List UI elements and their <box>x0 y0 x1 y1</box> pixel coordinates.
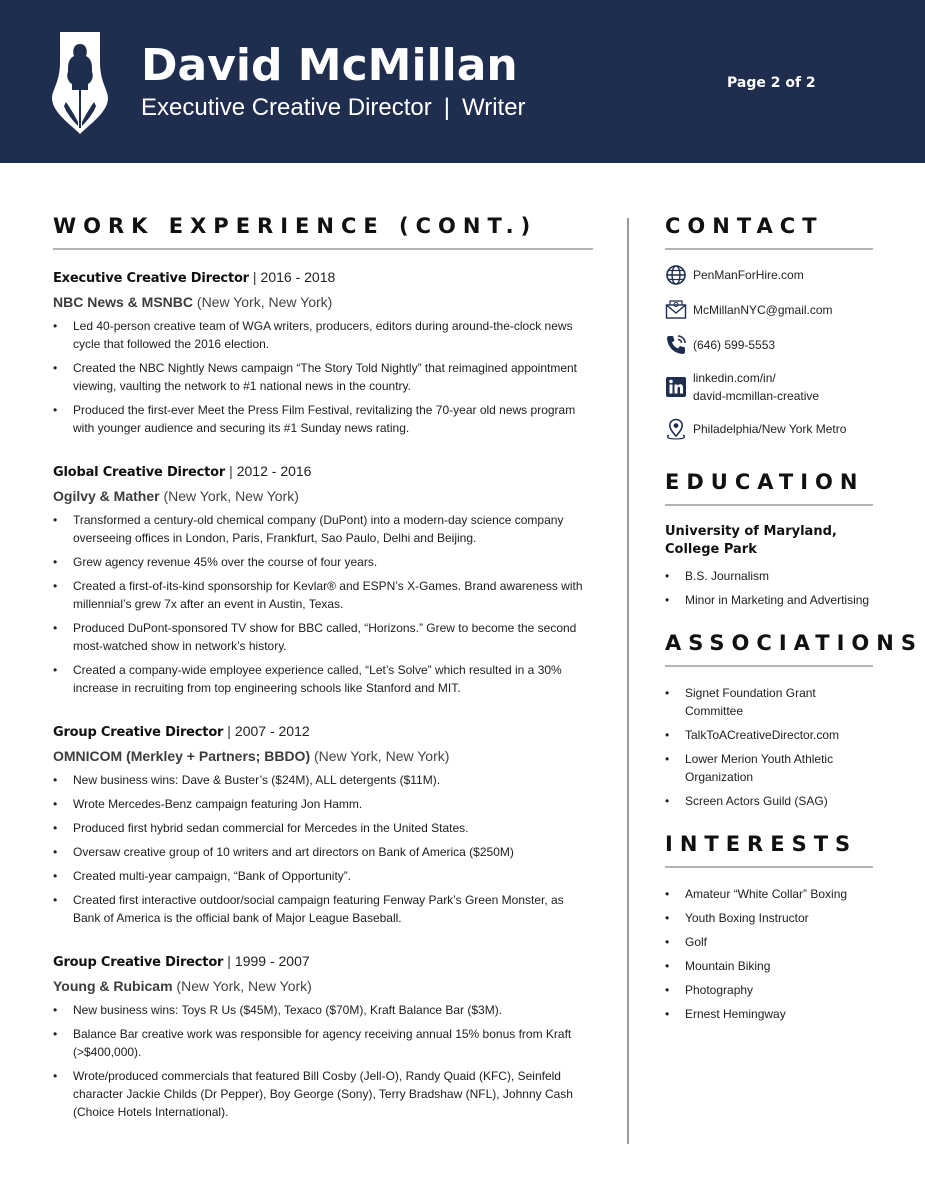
job-bullet-list <box>53 317 593 437</box>
job-organization-line <box>53 292 593 312</box>
job-organization: Young & Rubicam <box>53 978 173 994</box>
interests-list <box>665 885 873 1023</box>
interests-section <box>665 832 873 1023</box>
interest-item: • Photography <box>665 981 873 999</box>
linkedin-icon <box>665 376 687 398</box>
interest-item: • Amateur “White Collar” Boxing <box>665 885 873 903</box>
contact-text-line: McMillanNYC@gmail.com <box>693 303 833 317</box>
job-location: (New York, New York) <box>176 978 312 994</box>
job-years: 2007 - 2012 <box>234 723 310 739</box>
candidate-title <box>141 94 526 122</box>
fountain-pen-nib-icon <box>52 32 108 134</box>
job-years: 2012 - 2016 <box>236 463 312 479</box>
section-title-associations: ASSOCIATIONS <box>665 631 923 655</box>
contact-item-location-pin[interactable] <box>665 418 873 440</box>
job-organization-line <box>53 976 593 996</box>
location-pin-icon <box>665 418 687 440</box>
job-bullet: • Wrote/produced commercials that featured Bill Cosby (Jell-O), Randy Quaid (KFC), Seinfeld character Jackie Childs (Dr Pepper), Boy George (Sony), Terry Bradshaw (NFL), Johnny Cash (Choice Hotels International). <box>53 1067 593 1121</box>
job-bullet-list <box>53 511 593 697</box>
contact-text-line: PenManForHire.com <box>693 268 804 282</box>
job-organization-line <box>53 746 593 766</box>
section-title-work-experience: WORK EXPERIENCE (CONT.) <box>53 214 538 238</box>
contact-text <box>693 336 775 354</box>
job-bullet-list <box>53 771 593 927</box>
contact-text <box>693 301 833 319</box>
interest-item: • Youth Boxing Instructor <box>665 909 873 927</box>
contact-list <box>665 264 873 440</box>
job-bullet: • New business wins: Dave & Buster’s ($24M), ALL detergents ($11M). <box>53 771 593 789</box>
title-secondary: Writer <box>462 94 526 121</box>
job-organization: Ogilvy & Mather <box>53 488 160 504</box>
globe-icon <box>665 264 687 286</box>
job-role: Group Creative Director <box>53 955 224 970</box>
job-heading <box>53 461 593 483</box>
title-primary: Executive Creative Director <box>141 94 432 121</box>
contact-item-email[interactable] <box>665 299 873 321</box>
job-separator: | <box>227 953 231 969</box>
contact-text-line: Philadelphia/New York Metro <box>693 422 847 436</box>
associations-section <box>665 631 923 810</box>
job-bullet: • Grew agency revenue 45% over the course of four years. <box>53 553 593 571</box>
job-bullet: • Wrote Mercedes-Benz campaign featuring Jon Hamm. <box>53 795 593 813</box>
association-item: • Lower Merion Youth Athletic Organization <box>665 750 873 786</box>
section-rule <box>53 248 593 250</box>
job-bullet: • Created a company-wide employee experience called, “Let’s Solve” which resulted in a 30% increase in recruiting from top engineering schools like Stanford and MIT. <box>53 661 593 697</box>
job-role: Group Creative Director <box>53 725 224 740</box>
job-bullet: • Produced the first-ever Meet the Press Film Festival, revitalizing the 70-year old news program with younger audience and securing its #1 Sunday news rating. <box>53 401 593 437</box>
job-bullet: • Led 40-person creative team of WGA writers, producers, editors during around-the-clock news cycle that followed the 2016 election. <box>53 317 593 353</box>
interest-item: • Golf <box>665 933 873 951</box>
contact-item-globe[interactable] <box>665 264 873 286</box>
job-bullet: • Oversaw creative group of 10 writers and art directors on Bank of America ($250M) <box>53 843 593 861</box>
associations-list <box>665 684 873 810</box>
column-divider <box>627 218 629 1144</box>
job-bullet: • Created the NBC Nightly News campaign “The Story Told Nightly” that reimagined appointment viewing, vaulting the network to #1 national news in the country. <box>53 359 593 395</box>
phone-icon <box>665 334 687 356</box>
job-bullet: • Created first interactive outdoor/social campaign featuring Fenway Park’s Green Monster, as Bank of America is the official bank of Major League Baseball. <box>53 891 593 927</box>
page-number: Page 2 of 2 <box>727 75 816 91</box>
job-entry <box>53 267 593 437</box>
education-section <box>665 470 873 609</box>
association-item: • Screen Actors Guild (SAG) <box>665 792 873 810</box>
education-list <box>665 567 873 609</box>
job-bullet-list <box>53 1001 593 1121</box>
interest-item: • Mountain Biking <box>665 957 873 975</box>
job-bullet: • Created multi-year campaign, “Bank of Opportunity”. <box>53 867 593 885</box>
job-location: (New York, New York) <box>314 748 450 764</box>
association-item: • Signet Foundation Grant Committee <box>665 684 873 720</box>
job-heading <box>53 267 593 289</box>
job-entry <box>53 951 593 1121</box>
job-bullet: • Produced DuPont-sponsored TV show for BBC called, “Horizons.” Grew to become the second most-watched show in network’s history. <box>53 619 593 655</box>
header-banner <box>0 0 925 163</box>
contact-text-line: linkedin.com/in/ <box>693 371 776 385</box>
job-bullet: • Transformed a century-old chemical company (DuPont) into a modern-day science company overseeing offices in London, Paris, Frankfurt, Sao Paulo, Delhi and Beijing. <box>53 511 593 547</box>
job-role: Global Creative Director <box>53 465 226 480</box>
job-location: (New York, New York) <box>163 488 299 504</box>
school-name: University of Maryland, College Park <box>665 524 837 557</box>
email-icon <box>665 299 687 321</box>
job-location: (New York, New York) <box>196 294 333 310</box>
section-rule <box>665 665 873 667</box>
job-entry <box>53 721 593 927</box>
education-item: • Minor in Marketing and Advertising <box>665 591 873 609</box>
job-bullet: • Produced first hybrid sedan commercial for Mercedes in the United States. <box>53 819 593 837</box>
contact-text <box>693 420 846 438</box>
job-organization: OMNICOM (Merkley + Partners; BBDO) <box>53 748 311 764</box>
contact-text-line: david-mcmillan-creative <box>693 389 820 403</box>
job-role: Executive Creative Director <box>53 271 249 286</box>
section-title-education: EDUCATION <box>665 470 865 494</box>
section-rule <box>665 248 873 250</box>
job-heading <box>53 721 593 743</box>
contact-item-phone[interactable] <box>665 334 873 356</box>
job-separator: | <box>227 723 231 739</box>
contact-text-line: (646) 599-5553 <box>693 338 776 352</box>
candidate-name: David McMillan <box>141 40 518 91</box>
section-rule <box>665 504 873 506</box>
work-experience-section <box>53 214 593 1127</box>
education-item: • B.S. Journalism <box>665 567 873 585</box>
section-rule <box>665 866 873 868</box>
job-bullet: • Balance Bar creative work was responsible for agency receiving annual 15% bonus from Kraft (>$400,000). <box>53 1025 593 1061</box>
association-item: • TalkToACreativeDirector.com <box>665 726 873 744</box>
job-separator: | <box>252 269 257 285</box>
job-entry <box>53 461 593 697</box>
job-heading <box>53 951 593 973</box>
sidebar <box>665 214 923 1029</box>
job-bullet: • Created a first-of-its-kind sponsorship for Kevlar® and ESPN’s X-Games. Brand awareness with millennial’s grew 7x after an event in Austin, Texas. <box>53 577 593 613</box>
job-organization: NBC News & MSNBC <box>53 294 194 310</box>
job-separator: | <box>229 463 233 479</box>
job-bullet: • New business wins: Toys R Us ($45M), Texaco ($70M), Kraft Balance Bar ($3M). <box>53 1001 593 1019</box>
job-years: 2016 - 2018 <box>260 269 336 285</box>
job-years: 1999 - 2007 <box>234 953 310 969</box>
section-title-contact: CONTACT <box>665 214 824 238</box>
job-list <box>53 267 593 1121</box>
contact-text <box>693 266 804 284</box>
interest-item: • Ernest Hemingway <box>665 1005 873 1023</box>
contact-text <box>693 369 819 405</box>
job-organization-line <box>53 486 593 506</box>
section-title-interests: INTERESTS <box>665 832 858 856</box>
title-separator: | <box>443 94 450 121</box>
contact-item-linkedin[interactable] <box>665 369 873 405</box>
